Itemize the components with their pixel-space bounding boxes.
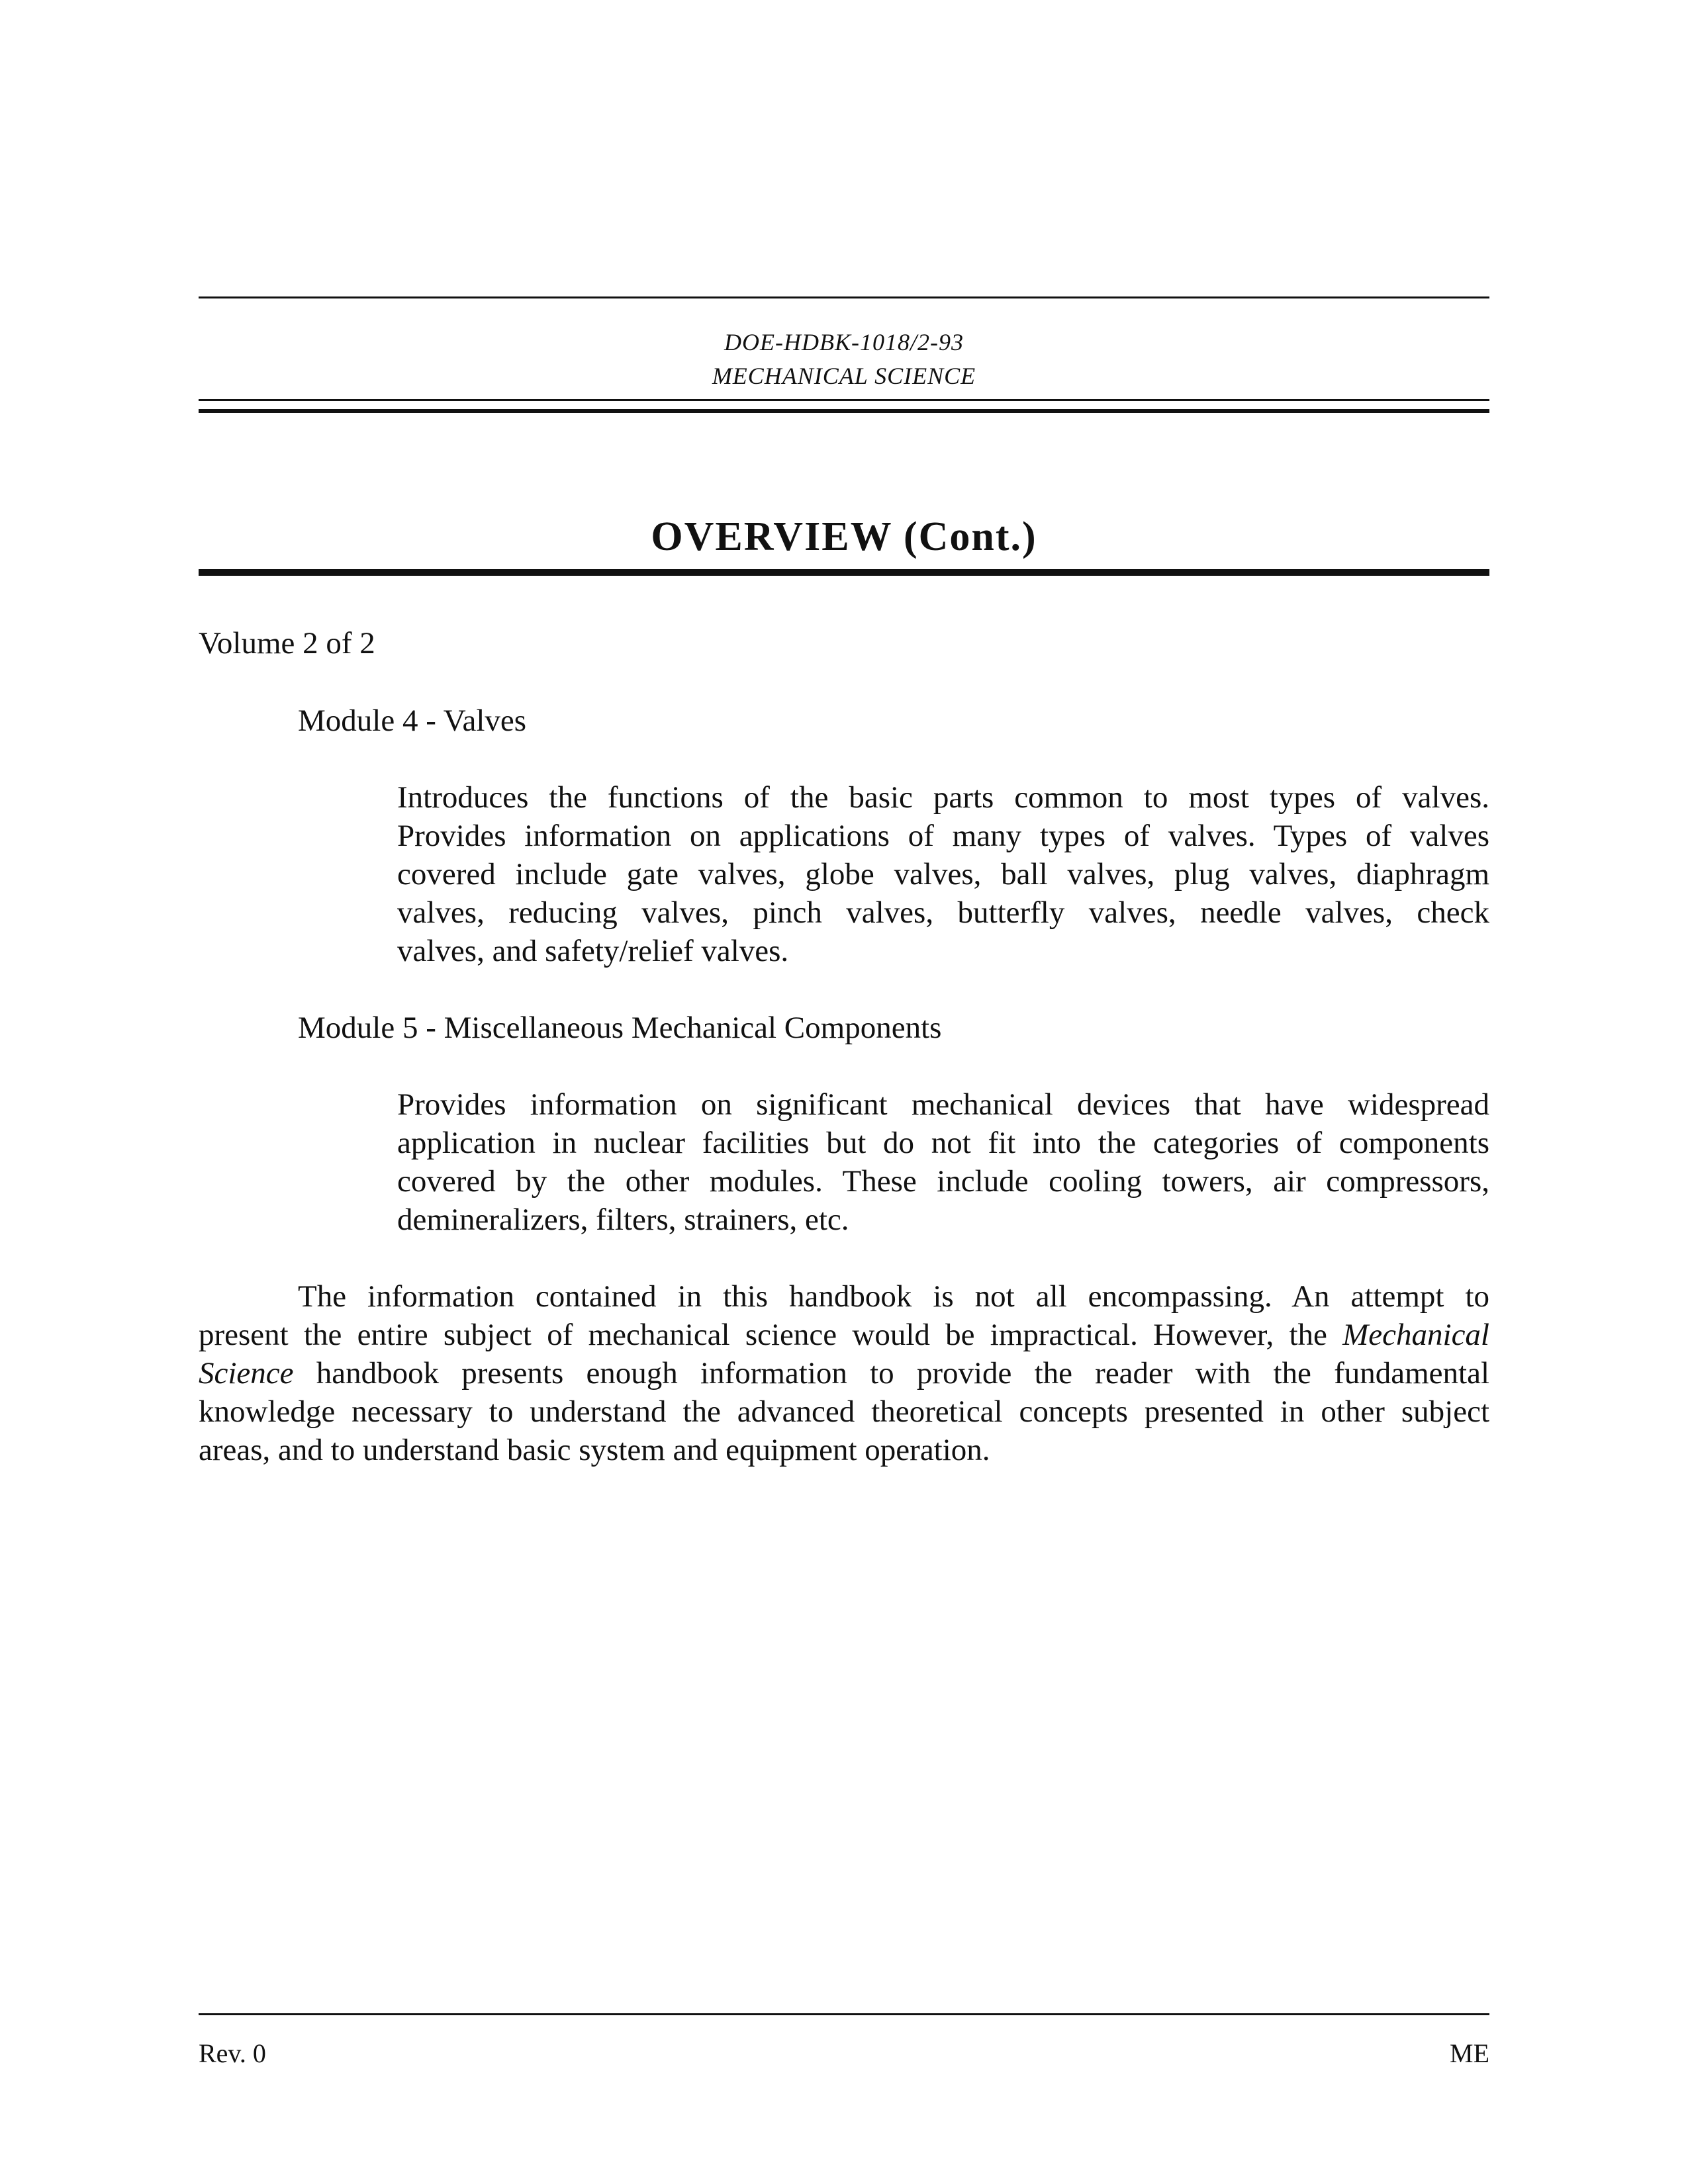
module-4-line: covered include gate valves, globe valves, ball valves, plug valves, diaphragm bbox=[397, 857, 1489, 891]
closing-line bbox=[199, 1354, 1489, 1392]
closing-line-4: knowledge necessary to understand the advanced theoretical concepts presented in other subject bbox=[199, 1394, 1489, 1429]
module-4-line: valves, reducing valves, pinch valves, butterfly valves, needle valves, check bbox=[397, 895, 1489, 930]
volume-label: Volume 2 of 2 bbox=[199, 626, 375, 660]
closing-line-2-text: present the entire subject of mechanical science would be impractical. However, the bbox=[199, 1318, 1327, 1352]
module-4-heading: Module 4 - Valves bbox=[298, 704, 527, 738]
closing-line-2-italic: Mechanical bbox=[1342, 1318, 1489, 1352]
module-5-line: application in nuclear facilities but do not fit into the categories of components bbox=[397, 1126, 1489, 1160]
header-double-rule-lower bbox=[199, 409, 1489, 413]
document-subject: MECHANICAL SCIENCE bbox=[712, 363, 976, 389]
footer-revision: Rev. 0 bbox=[199, 2038, 266, 2068]
footer-rule bbox=[199, 2013, 1489, 2015]
footer-module-code: ME bbox=[1450, 2038, 1489, 2068]
closing-paragraph bbox=[199, 1277, 1489, 1469]
closing-line bbox=[199, 1392, 1489, 1431]
closing-line-3-text: handbook presents enough information to provide the reader with the fundamental bbox=[316, 1356, 1489, 1390]
closing-line-5: areas, and to understand basic system and equipment operation. bbox=[199, 1433, 990, 1467]
closing-line-3-italic: Science bbox=[199, 1356, 294, 1390]
module-5-line: Provides information on significant mechanical devices that have widespread bbox=[397, 1087, 1489, 1122]
module-4-line: valves, and safety/relief valves. bbox=[397, 934, 789, 968]
module-5-description bbox=[397, 1085, 1489, 1239]
title-underline bbox=[199, 569, 1489, 576]
module-5-line: covered by the other modules. These include cooling towers, air compressors, bbox=[397, 1164, 1489, 1199]
module-4-description bbox=[397, 778, 1489, 970]
module-5-line: demineralizers, filters, strainers, etc. bbox=[397, 1203, 849, 1237]
header-top-rule bbox=[199, 296, 1489, 298]
module-4-line: Introduces the functions of the basic parts common to most types of valves. bbox=[397, 780, 1489, 815]
closing-line bbox=[199, 1316, 1489, 1354]
document-number: DOE-HDBK-1018/2-93 bbox=[724, 329, 964, 355]
closing-line-1: The information contained in this handbook is not all encompassing. An attempt to bbox=[298, 1279, 1489, 1314]
module-4-line: Provides information on applications of many types of valves. Types of valves bbox=[397, 819, 1489, 853]
module-5-heading: Module 5 - Miscellaneous Mechanical Components bbox=[298, 1011, 942, 1045]
header-double-rule-upper bbox=[199, 399, 1489, 401]
closing-line bbox=[199, 1277, 1489, 1316]
page-title: OVERVIEW (Cont.) bbox=[651, 514, 1037, 559]
closing-line bbox=[199, 1431, 1489, 1469]
